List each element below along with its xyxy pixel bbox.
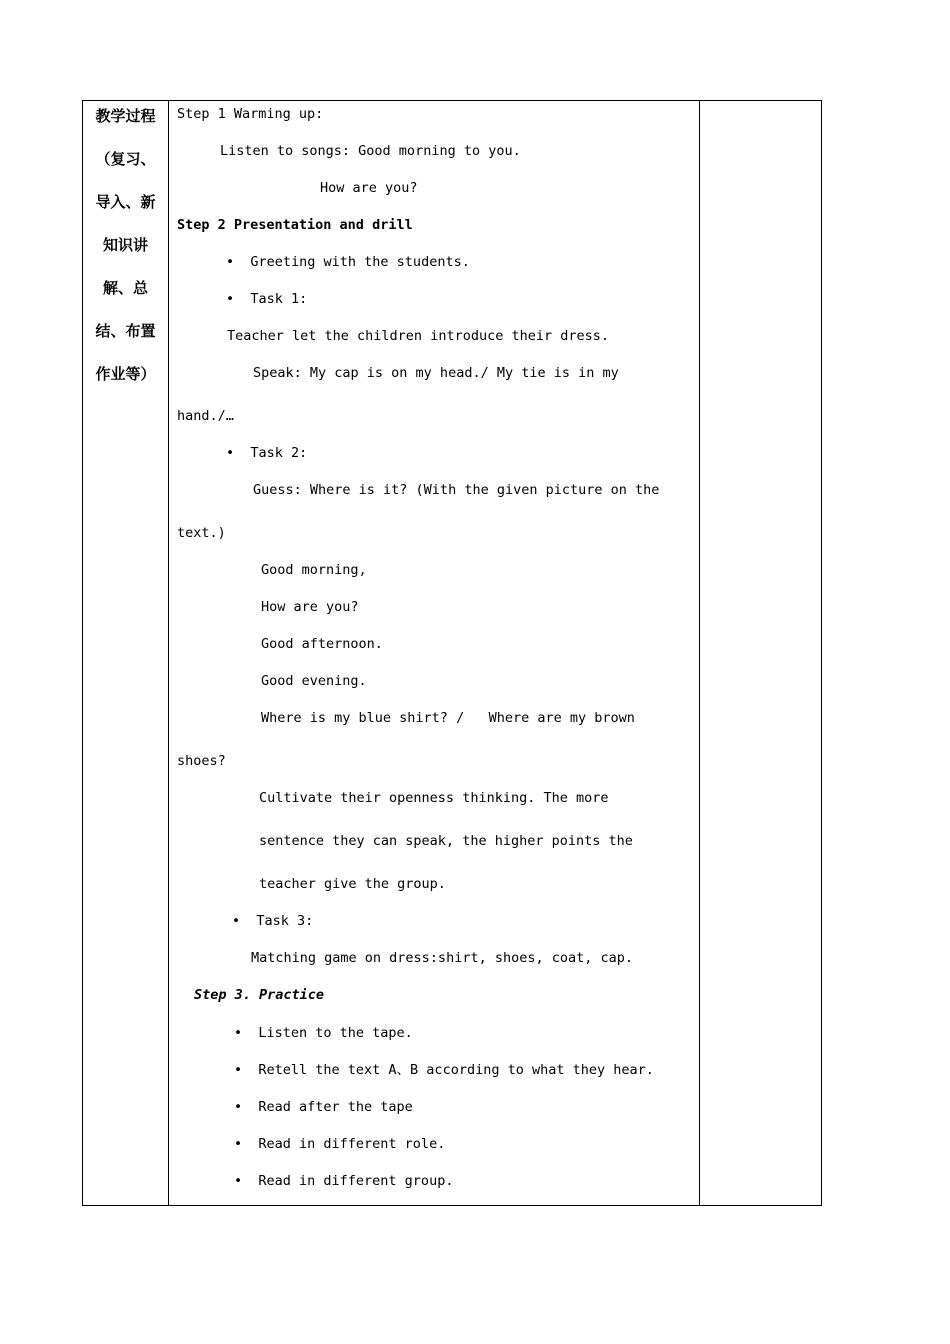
lesson-table [82, 100, 822, 1206]
notes-cell [700, 101, 821, 1205]
bullet-item: • Retell the text A、B according to what they hear. [234, 1062, 654, 1078]
row-label-line: 教学过程 [95, 107, 156, 125]
text-line: sentence they can speak, the higher points the [259, 833, 633, 849]
text-line: Cultivate their openness thinking. The more [259, 790, 609, 806]
text-line: Guess: Where is it? (With the given picture on the [253, 482, 660, 498]
step1-line: How are you? [320, 180, 418, 196]
step1-line: Listen to songs: Good morning to you. [220, 143, 521, 159]
text-line: hand./… [177, 408, 234, 424]
row-label-line: 结、布置 [95, 322, 156, 340]
row-label-line: （复习、 [95, 150, 156, 168]
bullet-item: • Read in different role. [234, 1136, 446, 1152]
row-label-line: 作业等） [95, 365, 156, 383]
step1-title: Step 1 Warming up: [177, 106, 324, 122]
text-line: Speak: My cap is on my head./ My tie is in my [253, 365, 619, 381]
text-line: text.) [177, 525, 226, 541]
bullet-item: • Task 2: [226, 445, 308, 461]
row-label-line: 导入、新 [95, 193, 156, 211]
text-line: Teacher let the children introduce their dress. [227, 328, 610, 344]
bullet-item: • Listen to the tape. [234, 1025, 413, 1041]
bullet-item: • Read in different group. [234, 1173, 454, 1189]
text-line: Good morning, [261, 562, 367, 578]
text-line: Matching game on dress:shirt, shoes, coat, cap. [251, 950, 634, 966]
text-line: Where is my blue shirt? / Where are my brown [261, 710, 635, 726]
step2-title: Step 2 Presentation and drill [177, 217, 413, 233]
bullet-item: • Task 1: [226, 291, 308, 307]
text-line: shoes? [177, 753, 226, 769]
text-line: Good afternoon. [261, 636, 383, 652]
text-line: teacher give the group. [259, 876, 446, 892]
row-label-line: 解、总 [102, 279, 148, 297]
step3-title: Step 3. Practice [194, 987, 325, 1003]
bullet-item: • Read after the tape [234, 1099, 413, 1115]
bullet-item: • Greeting with the students. [226, 254, 470, 270]
text-line: Good evening. [261, 673, 367, 689]
row-label-line: 知识讲 [102, 236, 148, 254]
bullet-item: • Task 3: [232, 913, 314, 929]
column-divider [168, 101, 169, 1205]
text-line: How are you? [261, 599, 359, 615]
